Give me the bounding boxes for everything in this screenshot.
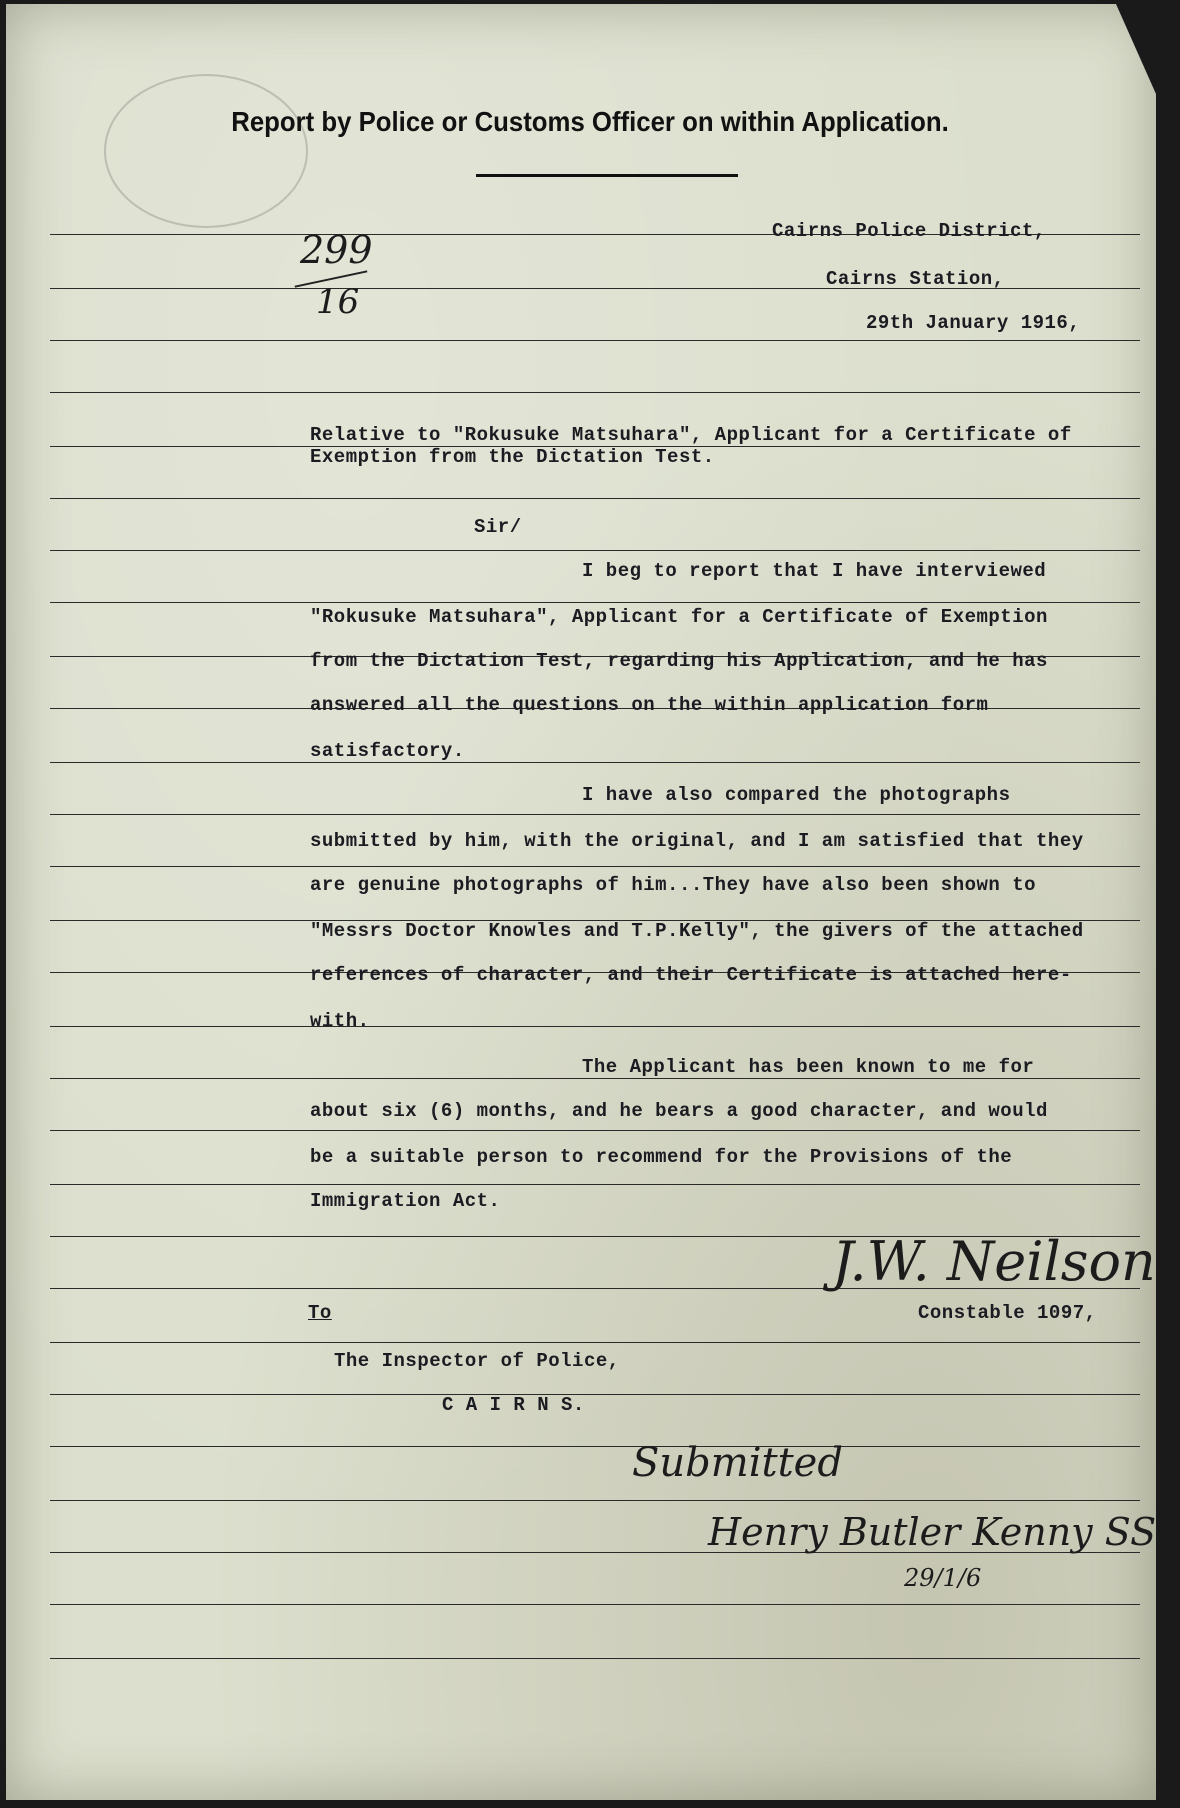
ruled-line bbox=[50, 1394, 1140, 1395]
body-line: I beg to report that I have interviewed bbox=[582, 560, 1047, 582]
ruled-line bbox=[50, 762, 1140, 763]
title-underline bbox=[476, 174, 738, 177]
ruled-line bbox=[50, 1658, 1140, 1659]
constable-rank: Constable 1097, bbox=[918, 1302, 1097, 1324]
ruled-line bbox=[50, 1342, 1140, 1343]
subject-line-1: Relative to "Rokusuke Matsuhara", Applicant for a Certificate of bbox=[310, 424, 1072, 446]
ruled-line bbox=[50, 814, 1140, 815]
ruled-line bbox=[50, 392, 1140, 393]
body-line: Immigration Act. bbox=[310, 1190, 501, 1212]
submitted-note: Submitted bbox=[632, 1440, 843, 1486]
page-title: Report by Police or Customs Officer on within Application. bbox=[231, 106, 949, 137]
ruled-line bbox=[50, 866, 1140, 867]
ruled-line bbox=[50, 1500, 1140, 1501]
body-line: answered all the questions on the within application form bbox=[310, 694, 989, 716]
ruled-line bbox=[50, 498, 1140, 499]
file-ref-denominator: 16 bbox=[316, 282, 360, 322]
ruled-line bbox=[50, 1604, 1140, 1605]
ruled-line bbox=[50, 1078, 1140, 1079]
body-line: satisfactory. bbox=[310, 740, 465, 762]
body-line: "Messrs Doctor Knowles and T.P.Kelly", the givers of the attached bbox=[310, 920, 1084, 942]
file-ref-numerator: 299 bbox=[300, 228, 373, 272]
body-line: about six (6) months, and he bears a good character, and would bbox=[310, 1100, 1048, 1122]
ruled-line bbox=[50, 550, 1140, 551]
ruled-line bbox=[50, 1184, 1140, 1185]
salutation: Sir/ bbox=[474, 516, 522, 538]
subject-line-2: Exemption from the Dictation Test. bbox=[310, 446, 715, 468]
ruled-line bbox=[50, 340, 1140, 341]
postmark-stamp bbox=[104, 74, 308, 228]
ruled-line bbox=[50, 1026, 1140, 1027]
body-line: "Rokusuke Matsuhara", Applicant for a Certificate of Exemption bbox=[310, 606, 1048, 628]
addressee-to: To bbox=[308, 1302, 332, 1324]
body-line: submitted by him, with the original, and I am satisfied that they bbox=[310, 830, 1084, 852]
ruled-line bbox=[50, 1130, 1140, 1131]
constable-signature: J.W. Neilson bbox=[832, 1230, 1156, 1293]
ruled-line bbox=[50, 602, 1140, 603]
addressee-line-2: C A I R N S. bbox=[442, 1394, 585, 1416]
ruled-line bbox=[50, 1446, 1140, 1447]
torn-corner bbox=[1116, 4, 1156, 94]
body-line: The Applicant has been known to me for bbox=[582, 1056, 1035, 1078]
body-line: from the Dictation Test, regarding his Application, and he has bbox=[310, 650, 1048, 672]
body-line: references of character, and their Certificate is attached here- bbox=[310, 964, 1072, 986]
report-date: 29th January 1916, bbox=[866, 312, 1081, 334]
inspector-signature: Henry Butler Kenny SS bbox=[708, 1510, 1157, 1554]
body-line: are genuine photographs of him...They have also been shown to bbox=[310, 874, 1037, 896]
body-line: be a suitable person to recommend for the Provisions of the bbox=[310, 1146, 1013, 1168]
body-line: I have also compared the photographs bbox=[582, 784, 1011, 806]
police-station: Cairns Station, bbox=[826, 268, 1005, 290]
addressee-line-1: The Inspector of Police, bbox=[334, 1350, 620, 1372]
body-line: with. bbox=[310, 1010, 370, 1032]
police-district: Cairns Police District, bbox=[772, 220, 1046, 242]
endorsement-date: 29/1/6 bbox=[904, 1564, 982, 1592]
